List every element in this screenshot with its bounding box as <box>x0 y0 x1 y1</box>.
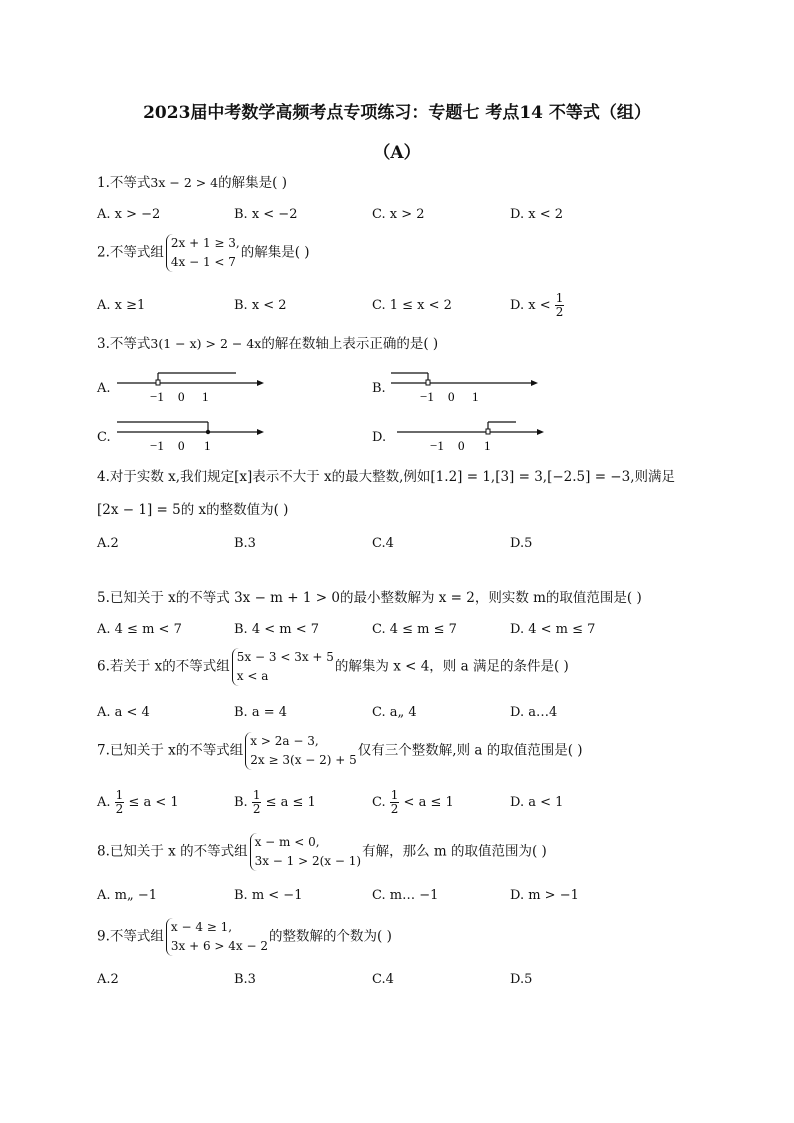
question-6: 6.若关于 x的不等式组 5x − 3 < 3x + 5 x < a 的解集为 x < 4，则 a 满足的条件是( ) <box>97 648 569 686</box>
q5-option-a[interactable]: A. 4 ≤ m < 7 <box>97 622 182 637</box>
q8-option-b[interactable]: B. m < −1 <box>234 888 303 903</box>
q3-option-b-label[interactable]: B. <box>372 381 386 396</box>
q3-option-c-label[interactable]: C. <box>97 430 111 445</box>
q8-option-c[interactable]: C. m… −1 <box>372 888 439 903</box>
q3-b-tick-neg1: −1 <box>420 389 434 404</box>
q3-d-tick-0: 0 <box>458 438 465 453</box>
q3-d-tick-neg1: −1 <box>430 438 444 453</box>
q9-option-c[interactable]: C.4 <box>372 972 394 987</box>
q1-option-c[interactable]: C. x > 2 <box>372 207 425 222</box>
q2-system: 2x + 1 ≥ 3, 4x − 1 < 7 <box>166 234 240 272</box>
q7-option-c[interactable]: C. $\frac{1}{2}$ < a ≤ 1 <box>372 788 454 817</box>
page-subtitle: （A） <box>373 143 421 163</box>
q7-option-a[interactable]: A. $\frac{1}{2}$ ≤ a < 1 <box>97 788 179 817</box>
q6-option-c[interactable]: C. a„ 4 <box>372 705 417 720</box>
q3-b-tick-0: 0 <box>448 389 455 404</box>
q7-option-b[interactable]: B. $\frac{1}{2}$ ≤ a ≤ 1 <box>234 788 316 817</box>
q1-option-b[interactable]: B. x < −2 <box>234 207 298 222</box>
q6-option-a[interactable]: A. a < 4 <box>97 705 150 720</box>
q1-option-d[interactable]: D. x < 2 <box>510 207 563 222</box>
q4-option-c[interactable]: C.4 <box>372 536 394 551</box>
q3-c-tick-neg1: −1 <box>150 438 164 453</box>
question-9: 9.不等式组 x − 4 ≥ 1, 3x + 6 > 4x − 2 的整数解的个数为( ) <box>97 918 392 956</box>
q6-option-b[interactable]: B. a = 4 <box>234 705 287 720</box>
q3-option-c-numberline[interactable] <box>112 414 267 454</box>
q9-system: x − 4 ≥ 1, 3x + 6 > 4x − 2 <box>166 918 268 956</box>
q3-option-d-numberline[interactable] <box>392 414 547 454</box>
q3-c-tick-1: 1 <box>204 438 211 453</box>
question-1: 1.不等式3x − 2 > 4的解集是( ) <box>97 175 287 191</box>
q4-option-a[interactable]: A.2 <box>97 536 119 551</box>
q9-option-a[interactable]: A.2 <box>97 972 119 987</box>
q5-option-b[interactable]: B. 4 < m < 7 <box>234 622 320 637</box>
question-8: 8.已知关于 x 的不等式组 x − m < 0, 3x − 1 > 2(x − 1) 有解，那么 m 的取值范围为( ) <box>97 833 547 871</box>
question-5: 5.已知关于 x的不等式 3x − m + 1 > 0的最小整数解为 x = 2，则实数 m的取值范围是( ) <box>97 590 642 606</box>
q3-b-tick-1: 1 <box>472 389 479 404</box>
q5-option-c[interactable]: C. 4 ≤ m ≤ 7 <box>372 622 457 637</box>
q3-c-tick-0: 0 <box>178 438 185 453</box>
question-2: 2.不等式组 2x + 1 ≥ 3, 4x − 1 < 7 的解集是( ) <box>97 234 310 272</box>
question-4-line-2: [2x − 1] = 5的 x的整数值为( ) <box>97 502 289 518</box>
q2-option-d[interactable]: D. x < $\frac{1}{2}$ <box>510 291 564 320</box>
q8-option-d[interactable]: D. m > −1 <box>510 888 579 903</box>
q2-option-d-fraction: $\frac{1}{2}$ <box>555 291 564 320</box>
q3-d-tick-1: 1 <box>484 438 491 453</box>
q2-option-c[interactable]: C. 1 ≤ x < 2 <box>372 298 452 313</box>
q4-option-d[interactable]: D.5 <box>510 536 533 551</box>
q3-a-tick-0: 0 <box>178 389 185 404</box>
q3-option-a-numberline[interactable] <box>112 365 267 405</box>
question-7: 7.已知关于 x的不等式组 x > 2a − 3, 2x ≥ 3(x − 2) + 5 仅有三个整数解,则 a 的取值范围是( ) <box>97 732 583 770</box>
q8-option-a[interactable]: A. m„ −1 <box>97 888 158 903</box>
question-3: 3.不等式3(1 − x) > 2 − 4x的解在数轴上表示正确的是( ) <box>97 336 439 352</box>
q4-option-b[interactable]: B.3 <box>234 536 256 551</box>
question-4-line-1: 4.对于实数 x,我们规定[x]表示不大于 x的最大整数,例如[1.2] = 1,[3] = 3,[−2.5] = −3,则满足 <box>97 469 675 485</box>
q3-option-a-label[interactable]: A. <box>97 381 111 396</box>
q3-a-tick-1: 1 <box>202 389 209 404</box>
q3-a-tick-neg1: −1 <box>150 389 164 404</box>
q2-option-b[interactable]: B. x < 2 <box>234 298 287 313</box>
q7-option-d[interactable]: D. a < 1 <box>510 795 564 810</box>
q1-option-a[interactable]: A. x > −2 <box>97 207 161 222</box>
q5-option-d[interactable]: D. 4 < m ≤ 7 <box>510 622 596 637</box>
q9-option-d[interactable]: D.5 <box>510 972 533 987</box>
q8-system: x − m < 0, 3x − 1 > 2(x − 1) <box>250 833 362 871</box>
q2-option-a[interactable]: A. x ≥1 <box>97 298 146 313</box>
q7-system: x > 2a − 3, 2x ≥ 3(x − 2) + 5 <box>245 732 357 770</box>
q6-system: 5x − 3 < 3x + 5 x < a <box>232 648 334 686</box>
q6-option-d[interactable]: D. a…4 <box>510 705 558 720</box>
q3-option-b-numberline[interactable] <box>386 365 541 405</box>
q3-option-d-label[interactable]: D. <box>372 430 387 445</box>
page-title: 2023届中考数学高频考点专项练习：专题七 考点14 不等式（组） <box>143 103 651 123</box>
q9-option-b[interactable]: B.3 <box>234 972 256 987</box>
